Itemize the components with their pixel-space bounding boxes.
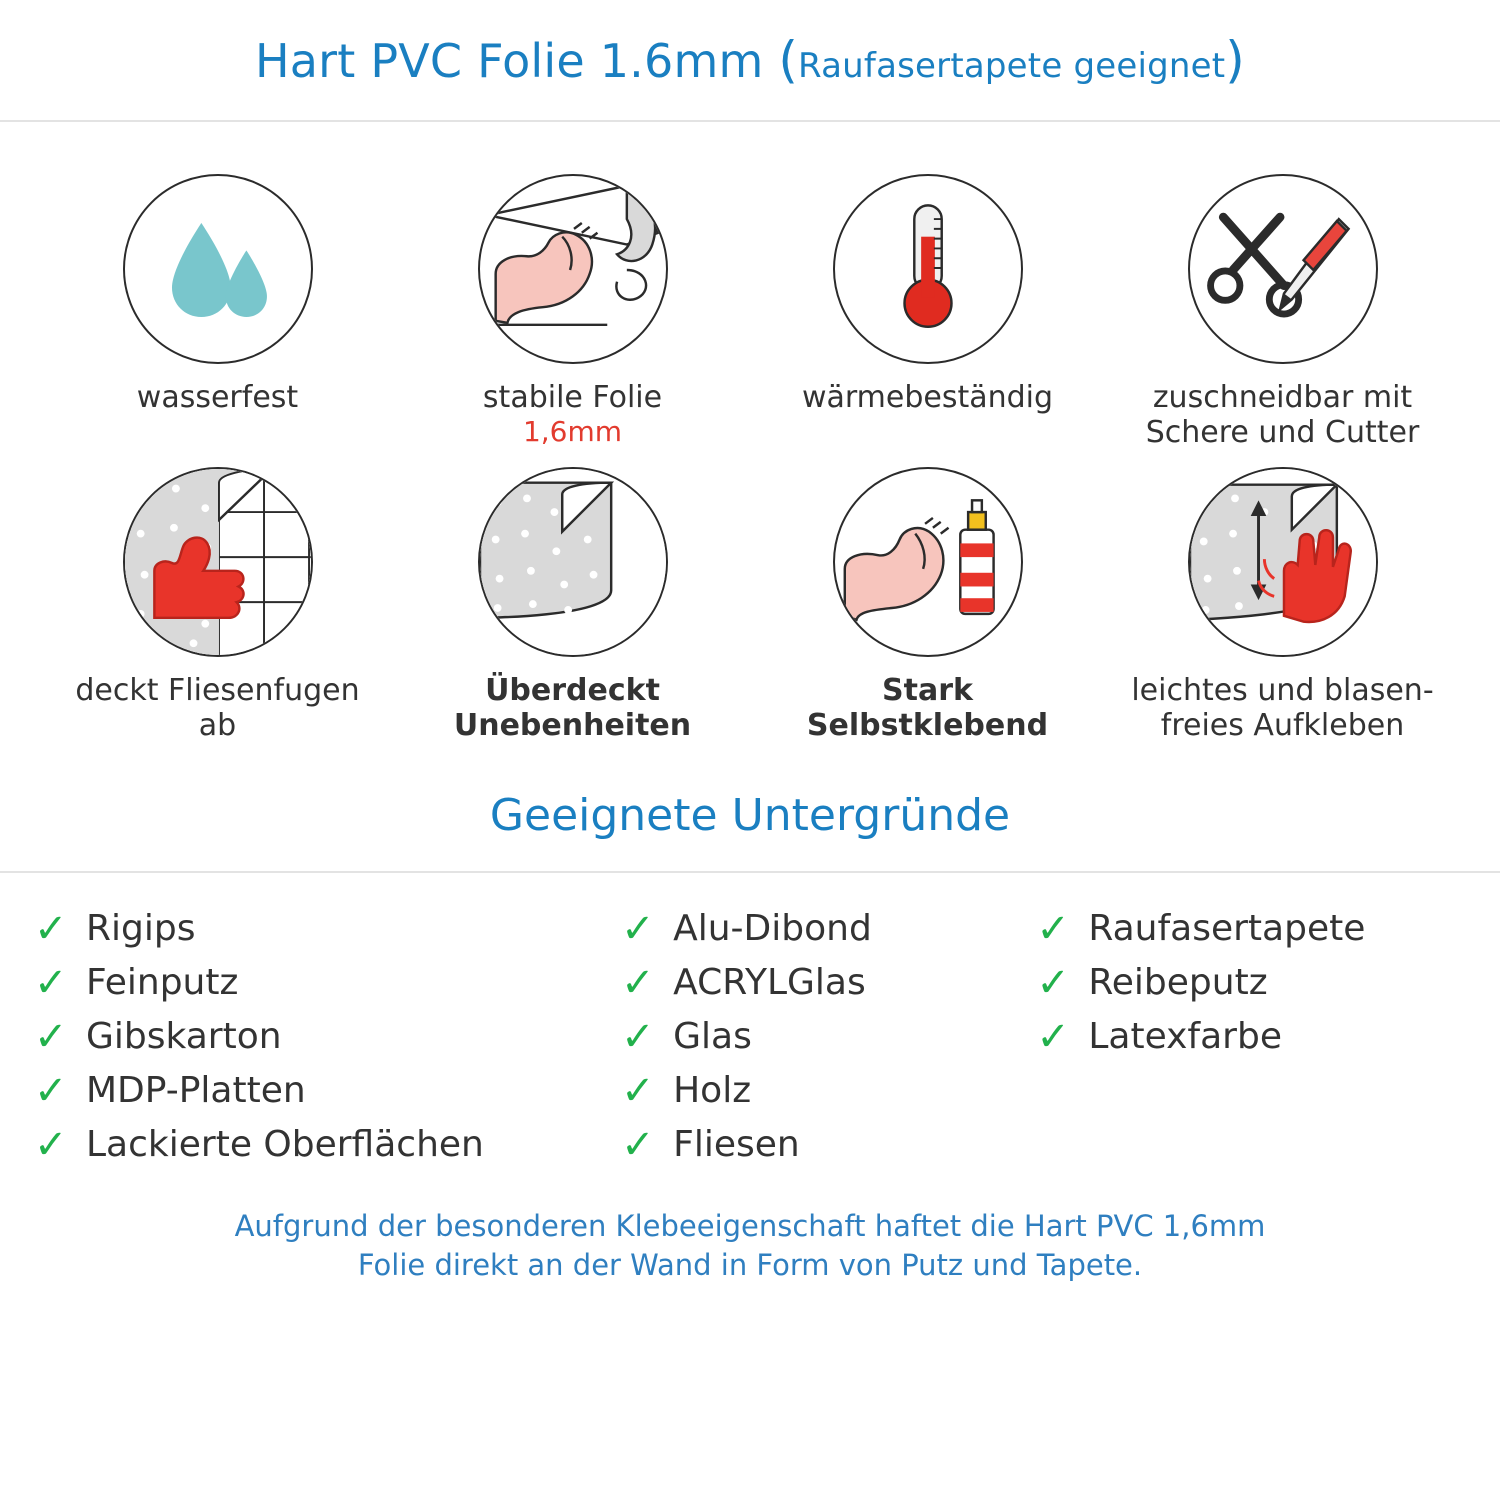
feature-stabile-folie [395,174,750,451]
list-item [621,1067,1036,1114]
list-item [34,1013,621,1060]
list-item-label: Alu-Dibond [673,907,872,949]
feature-icon-circle [1188,467,1378,657]
feature-icon-circle [833,174,1023,364]
feature-wasserfest [40,174,395,451]
muscle-arm-glue-tube-icon [835,467,1021,657]
list-item-label: Latexfarbe [1088,1015,1282,1057]
feature-icon-circle [123,174,313,364]
list-item [34,905,621,952]
feature-icon-circle [123,467,313,657]
paren-open: ( [778,31,799,89]
feature-icon-circle [478,174,668,364]
feature-waermebestaendig [750,174,1105,451]
feature-label: leichtes und blasen- freies Aufkleben [1131,672,1434,744]
feature-label: deckt Fliesenfugen ab [75,672,360,744]
feature-label: wärmebeständig [801,380,1054,415]
list-item-label: Gibskarton [86,1015,282,1057]
list-item [1036,905,1466,952]
list-item [621,959,1036,1006]
check-icon: ✓ [1036,1013,1070,1060]
feature-label: zuschneidbar mit Schere und Cutter [1145,380,1420,451]
list-item [621,1121,1036,1168]
thermometer-icon [835,174,1021,364]
check-icon: ✓ [1036,959,1070,1006]
feature-label: Überdeckt Unebenheiten [453,672,692,744]
check-icon: ✓ [621,1121,655,1168]
feature-sublabel: 1,6mm [522,415,623,449]
feature-icon-circle [478,467,668,657]
feature-fliesenfugen [40,467,395,744]
list-item-label: Lackierte Oberflächen [86,1123,484,1165]
foil-peel-corner-icon [480,467,666,657]
substrate-column-3 [1036,905,1466,1179]
check-icon: ✓ [1036,905,1070,952]
check-icon: ✓ [621,1013,655,1060]
page-title-sub: Raufasertapete geeignet [798,46,1226,86]
list-item-label: MDP-Platten [86,1069,306,1111]
feature-unebenheiten [395,467,750,744]
feature-selbstklebend [750,467,1105,744]
list-item [34,959,621,1006]
check-icon: ✓ [34,905,68,952]
list-item [621,1013,1036,1060]
footnote-line-1: Aufgrund der besonderen Klebeeigenschaft haftet die Hart PVC 1,6mm [234,1208,1266,1243]
list-item-label: Feinputz [86,961,239,1003]
list-item-label: Fliesen [673,1123,800,1165]
list-item-label: ACRYLGlas [673,961,866,1003]
paren-close: ) [1225,31,1246,89]
page-header [0,0,1500,122]
list-item-label: Raufasertapete [1088,907,1366,949]
feature-label: Stark Selbstklebend [806,672,1049,744]
feature-aufkleben [1105,467,1460,744]
scissors-cutter-icon [1190,174,1376,364]
section-header [0,790,1500,873]
muscle-arm-foil-roll-icon [480,174,666,364]
list-item-label: Rigips [86,907,196,949]
check-icon: ✓ [34,1067,68,1114]
check-icon: ✓ [34,959,68,1006]
list-item-label: Reibeputz [1088,961,1268,1003]
check-icon: ✓ [34,1013,68,1060]
substrate-column-2 [621,905,1036,1179]
section-title: Geeignete Untergründe [489,789,1011,841]
feature-icon-circle [1188,174,1378,364]
hand-smoothing-icon [1190,467,1376,657]
list-item [34,1121,621,1168]
feature-icon-circle [833,467,1023,657]
list-item-label: Glas [673,1015,752,1057]
check-icon: ✓ [621,1067,655,1114]
check-icon: ✓ [34,1121,68,1168]
footnote [0,1207,1500,1285]
list-item [1036,959,1466,1006]
thumbs-up-tile-joints-icon [125,467,311,657]
list-item [1036,1013,1466,1060]
list-item-label: Holz [673,1069,752,1111]
check-icon: ✓ [621,905,655,952]
check-icon: ✓ [621,959,655,1006]
substrate-column-1 [34,905,621,1179]
page-title-main: Hart PVC Folie 1.6mm [254,34,764,88]
page-title [255,31,1245,89]
feature-zuschneidbar [1105,174,1460,451]
feature-label: wasserfest [136,380,299,415]
substrate-lists [0,873,1500,1179]
water-drops-icon [125,174,311,364]
feature-label: stabile Folie [482,380,663,415]
feature-grid [0,122,1500,744]
list-item [34,1067,621,1114]
footnote-line-2: Folie direkt an der Wand in Form von Putz und Tapete. [357,1247,1143,1282]
list-item [621,905,1036,952]
